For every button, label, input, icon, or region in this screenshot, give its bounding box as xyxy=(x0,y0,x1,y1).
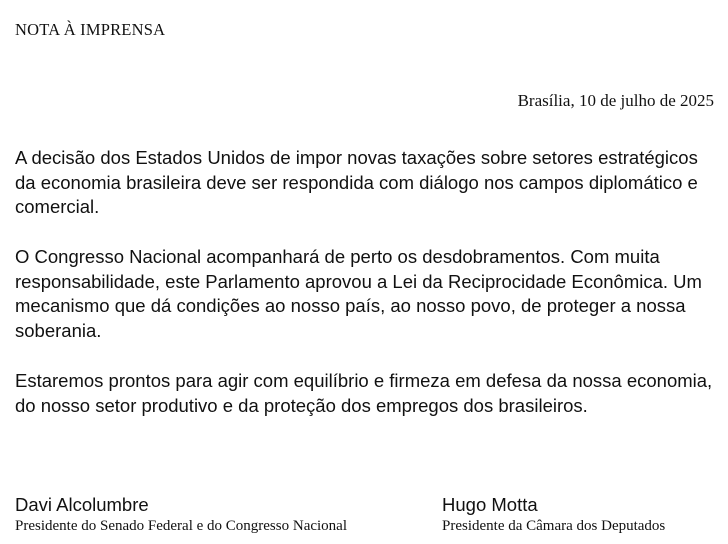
signatory-name: Hugo Motta xyxy=(442,494,538,515)
signatory-title: Presidente da Câmara dos Deputados xyxy=(442,518,666,534)
dateline: Brasília, 10 de julho de 2025 xyxy=(517,91,714,110)
signature-block-senate xyxy=(15,494,347,536)
signatory-name: Davi Alcolumbre xyxy=(15,494,149,515)
paragraph-1: A decisão dos Estados Unidos de impor novas taxações sobre setores estratégicos da economia brasileira deve ser respondida com diálogo nos campos diplomático e comercial. xyxy=(15,147,698,217)
signature-block-chamber xyxy=(442,494,665,536)
signatory-title: Presidente do Senado Federal e do Congresso Nacional xyxy=(15,518,347,534)
document-heading: NOTA À IMPRENSA xyxy=(15,20,166,39)
paragraph-2: O Congresso Nacional acompanhará de perto os desdobramentos. Com muita responsabilidade, este Parlamento aprovou a Lei da Reciprocidade Econômica. Um mecanismo que dá condições ao nosso país, ao nosso povo, de proteger a nossa soberania. xyxy=(15,246,702,341)
paragraph-3: Estaremos prontos para agir com equilíbrio e firmeza em defesa da nossa economia, do nosso setor produtivo e da proteção dos empregos dos brasileiros. xyxy=(15,370,713,416)
